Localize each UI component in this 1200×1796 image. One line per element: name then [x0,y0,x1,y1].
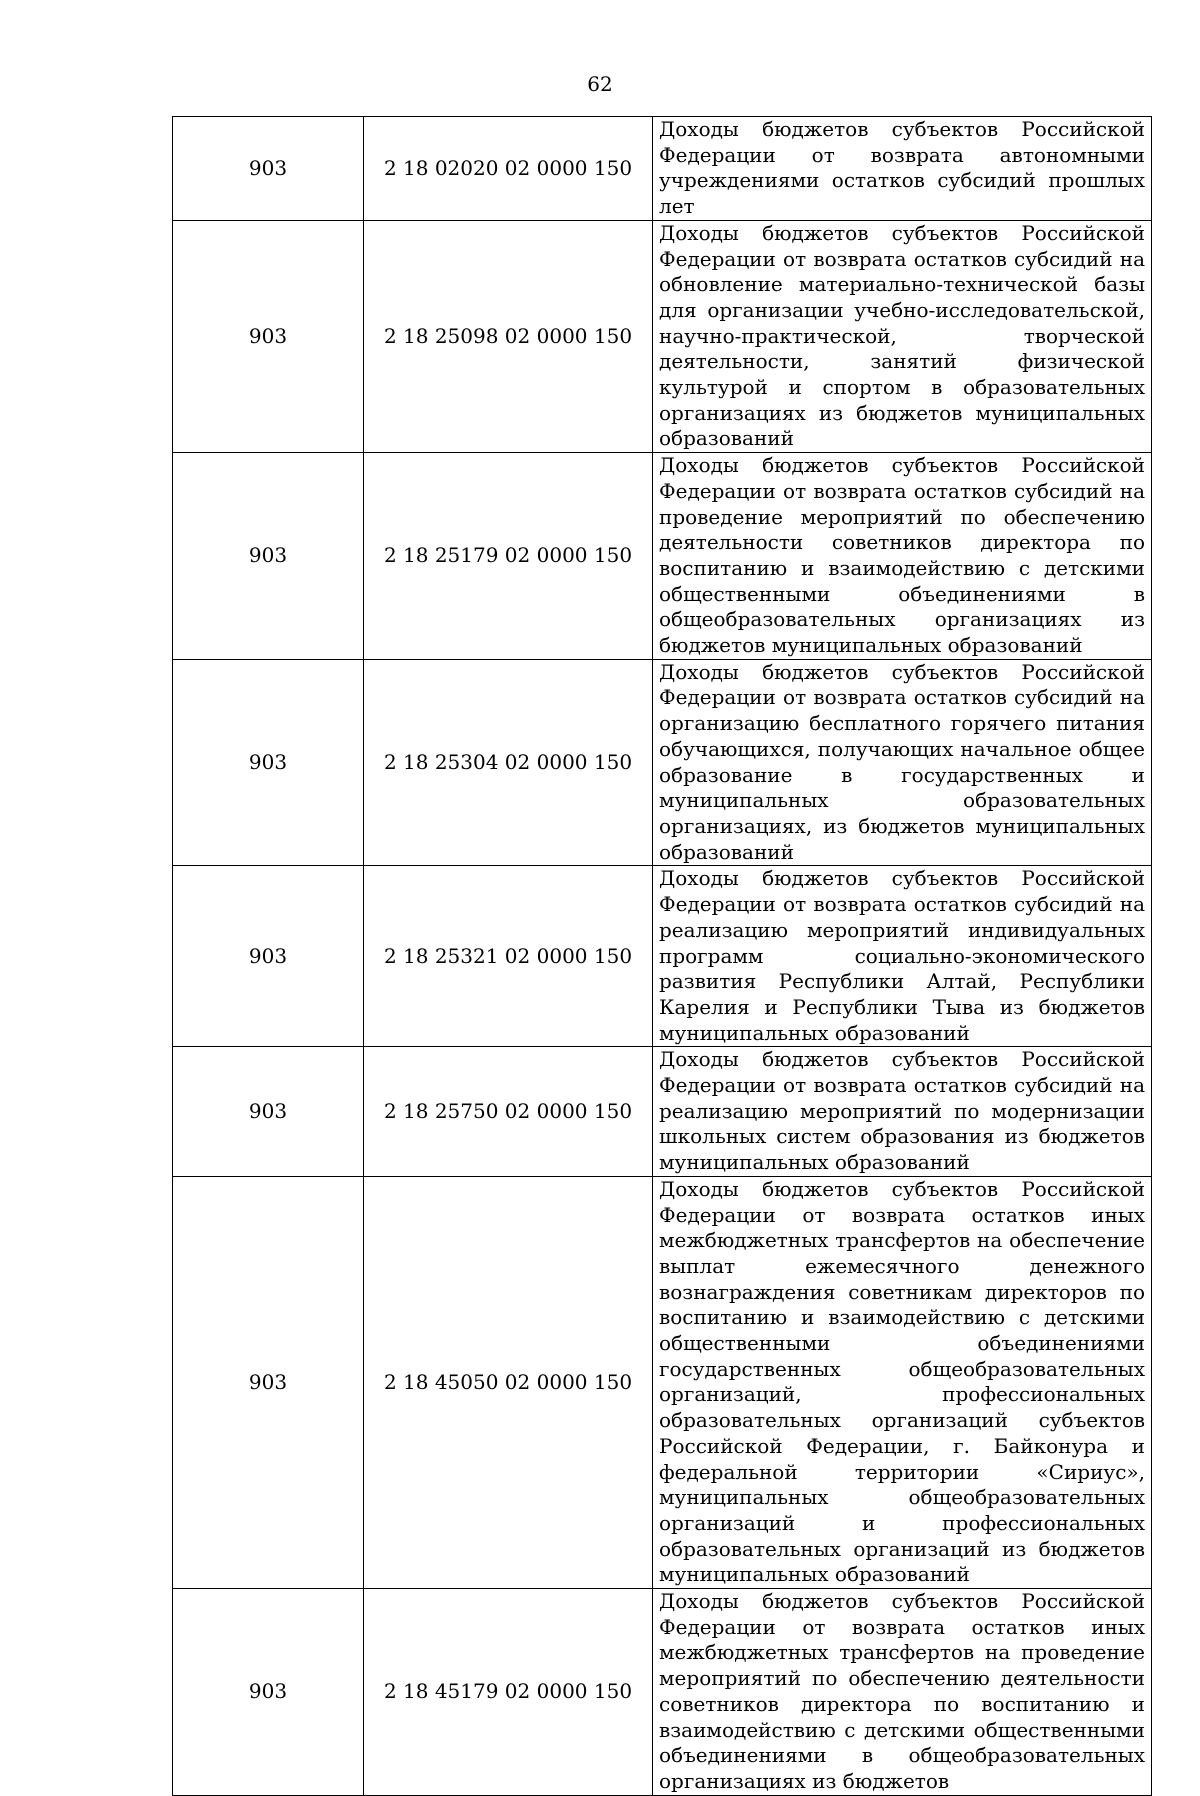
admin-code-cell: 903 [173,1047,364,1177]
table-row [173,1176,1152,1588]
budget-code-cell: 2 18 25098 02 0000 150 [364,220,653,452]
admin-code-cell: 903 [173,866,364,1047]
table-row [173,1047,1152,1177]
income-name-cell: Доходы бюджетов субъектов Российской Федерации от возврата остатков субсидий на проведение мероприятий по обеспечению деятельности советников директора по воспитанию и взаимодействию с детскими общественными объединениями в общеобразовательных организациях из бюджетов муниципальных образований [653,453,1152,660]
income-name-cell: Доходы бюджетов субъектов Российской Федерации от возврата остатков субсидий на обновление материально-технической базы для организации учебно-исследовательской, научно-практической, творческой деятельности, занятий физической культурой и спортом в образовательных организациях из бюджетов муниципальных образований [653,220,1152,452]
budget-codes-table [172,116,1152,1796]
budget-code-cell: 2 18 25750 02 0000 150 [364,1047,653,1177]
table-row [173,866,1152,1047]
admin-code-cell: 903 [173,1589,364,1796]
admin-code-cell: 903 [173,117,364,221]
budget-code-cell: 2 18 02020 02 0000 150 [364,117,653,221]
table-row [173,117,1152,221]
budget-code-cell: 2 18 25321 02 0000 150 [364,866,653,1047]
income-name-cell: Доходы бюджетов субъектов Российской Федерации от возврата остатков субсидий на реализацию мероприятий индивидуальных программ социально-экономического развития Республики Алтай, Республики Карелия и Республики Тыва из бюджетов муниципальных образований [653,866,1152,1047]
table-row [173,1589,1152,1796]
table-row [173,220,1152,452]
page-number: 62 [587,72,613,96]
budget-code-cell: 2 18 45050 02 0000 150 [364,1176,653,1588]
table-row [173,453,1152,660]
income-name-cell: Доходы бюджетов субъектов Российской Федерации от возврата остатков субсидий на реализацию мероприятий по модернизации школьных систем образования из бюджетов муниципальных образований [653,1047,1152,1177]
admin-code-cell: 903 [173,453,364,660]
admin-code-cell: 903 [173,659,364,866]
income-name-cell: Доходы бюджетов субъектов Российской Федерации от возврата остатков иных межбюджетных трансфертов на обеспечение выплат ежемесячного денежного вознаграждения советникам директоров по воспитанию и взаимодействию с детскими общественными объединениями государственных общеобразовательных организаций, профессиональных образовательных организаций субъектов Российской Федерации, г. Байконура и федеральной территории «Сириус», муниципальных общеобразовательных организаций и профессиональных образовательных организаций из бюджетов муниципальных образований [653,1176,1152,1588]
budget-code-cell: 2 18 25179 02 0000 150 [364,453,653,660]
income-name-cell: Доходы бюджетов субъектов Российской Федерации от возврата остатков иных межбюджетных трансфертов на проведение мероприятий по обеспечению деятельности советников директора по воспитанию и взаимодействию с детскими общественными объединениями в общеобразовательных организациях из бюджетов [653,1589,1152,1796]
table-row [173,659,1152,866]
budget-code-cell: 2 18 45179 02 0000 150 [364,1589,653,1796]
budget-code-cell: 2 18 25304 02 0000 150 [364,659,653,866]
income-name-cell: Доходы бюджетов субъектов Российской Федерации от возврата остатков субсидий на организацию бесплатного горячего питания обучающихся, получающих начальное общее образование в государственных и муниципальных образовательных организациях, из бюджетов муниципальных образований [653,659,1152,866]
admin-code-cell: 903 [173,1176,364,1588]
admin-code-cell: 903 [173,220,364,452]
income-name-cell: Доходы бюджетов субъектов Российской Федерации от возврата автономными учреждениями остатков субсидий прошлых лет [653,117,1152,221]
